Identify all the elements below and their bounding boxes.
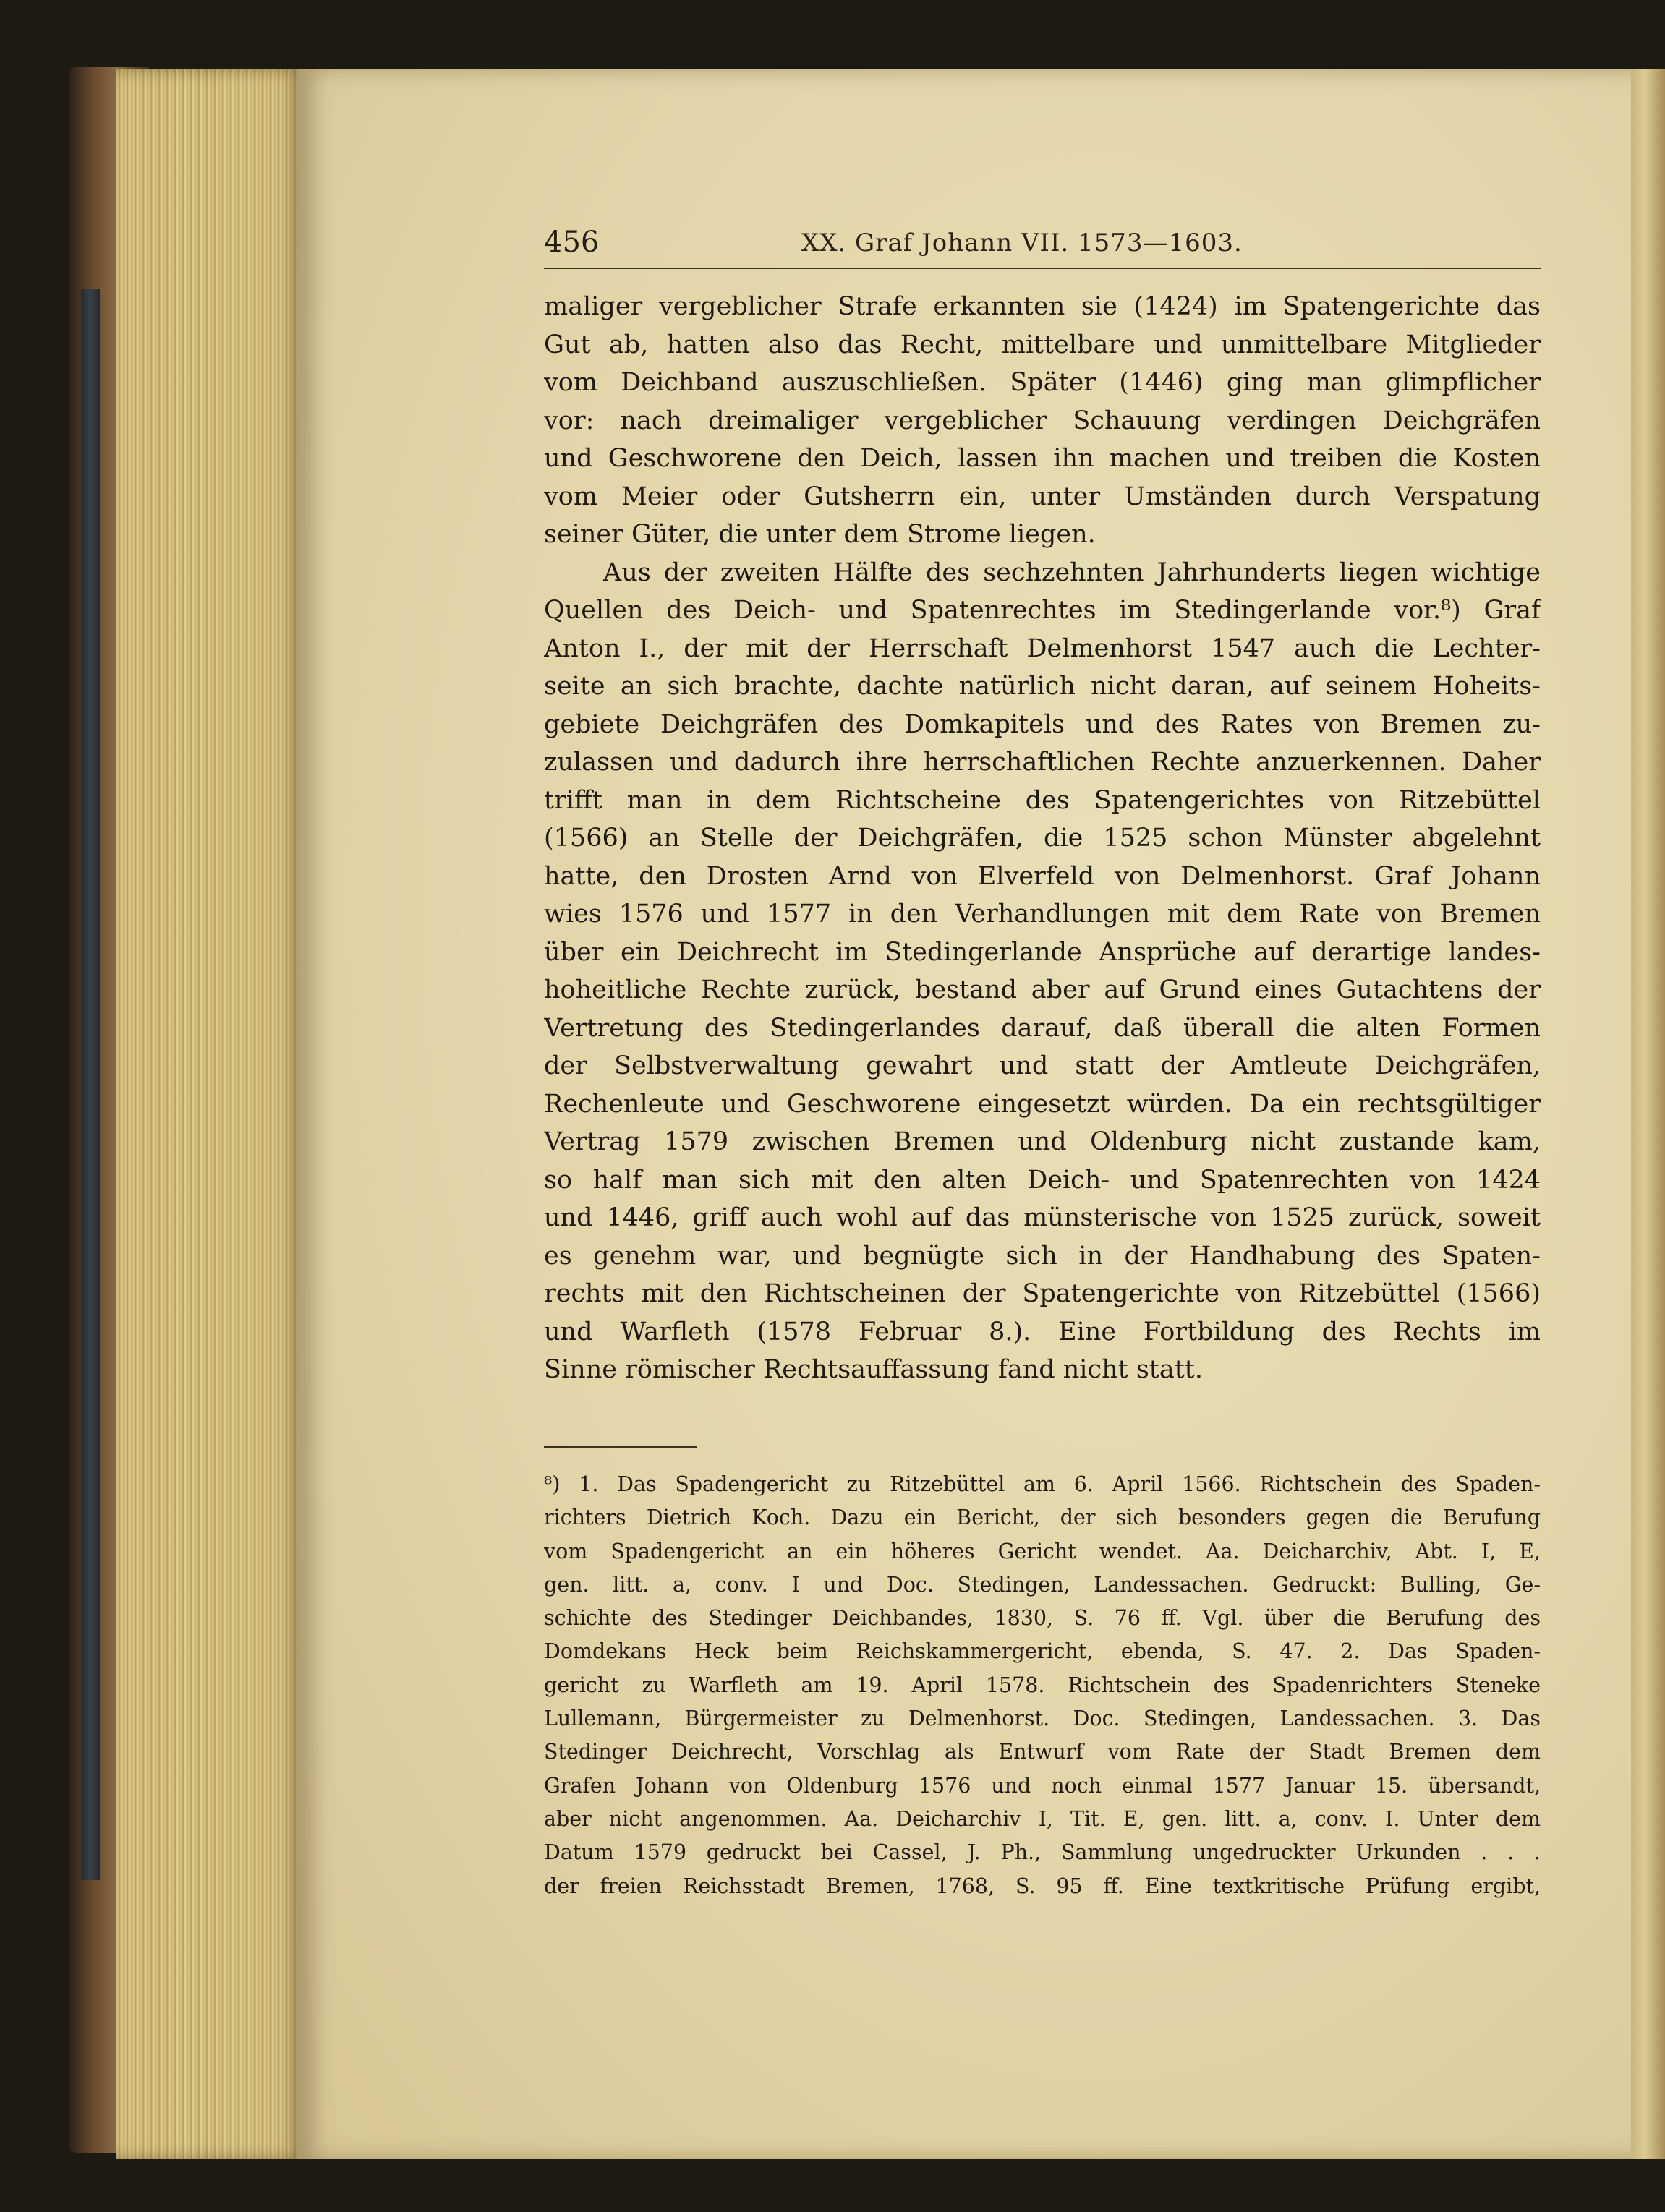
text-line: maliger vergeblicher Strafe erkannten sie (1424) im Spatengerichte das [544,292,1541,321]
text-line: über ein Deichrecht im Stedingerlande Ansprüche auf derartige landes- [544,937,1541,967]
footnote-line: vom Spadengericht an ein höheres Gericht wendet. Aa. Deicharchiv, Abt. I, E, [544,1539,1541,1563]
text-line: es genehm war, und begnügte sich in der Handhabung des Spaten- [544,1241,1541,1271]
text-line: seite an sich brachte, dachte natürlich nicht daran, auf seinem Hoheits- [544,672,1541,701]
footnote-line: schichte des Stedinger Deichbandes, 1830, S. 76 ff. Vgl. über die Berufung des [544,1606,1541,1631]
footnote-rule [544,1446,697,1448]
text-line: so half man sich mit den alten Deich- und Spatenrechten von 1424 [544,1165,1541,1195]
text-line: Vertretung des Stedingerlandes darauf, daß überall die alten Formen [544,1013,1541,1043]
footnote-line: Lullemann, Bürgermeister zu Delmenhorst. Doc. Stedingen, Landessachen. 3. Das [544,1707,1541,1731]
text-line: trifft man in dem Richtscheine des Spatengerichtes von Ritzebüttel [544,785,1541,815]
text-line: vom Deichband auszuschließen. Später (1446) ging man glimpflicher [544,368,1541,397]
text-line: und Geschworene den Deich, lassen ihn machen und treiben die Kosten [544,444,1541,473]
footnote-line: richters Dietrich Koch. Dazu ein Bericht, der sich besonders gegen die Berufung [544,1506,1541,1530]
facing-page-edge [1631,69,1665,2159]
text-line: Rechenleute und Geschworene eingesetzt würden. Da ein rechtsgültiger [544,1089,1541,1119]
main-text [544,288,1541,1389]
text-line: Vertrag 1579 zwischen Bremen und Oldenburg nicht zustande kam, [544,1127,1541,1156]
footnotes [544,1468,1541,1903]
text-line: und 1446, griff auch wohl auf das münsterische von 1525 zurück, soweit [544,1203,1541,1232]
text-line: Gut ab, hatten also das Recht, mittelbare und unmittelbare Mitglieder [544,330,1541,359]
text-line: hatte, den Drosten Arnd von Elverfeld von Delmenhorst. Graf Johann [544,861,1541,891]
page-header [544,226,1541,266]
cover-band [81,289,100,1880]
running-head: XX. Graf Johann VII. 1573—1603. [801,229,1243,257]
text-line: Sinne römischer Rechtsauffassung fand nicht statt. [544,1355,1203,1384]
text-line: der Selbstverwaltung gewahrt und statt der Amtleute Deichgräfen, [544,1051,1541,1080]
text-line: rechts mit den Richtscheinen der Spatengerichte von Ritzebüttel (1566) [544,1279,1541,1308]
footnote-line: Stedinger Deichrecht, Vorschlag als Entwurf vom Rate der Stadt Bremen dem [544,1740,1541,1764]
text-line: gebiete Deichgräfen des Domkapitels und des Rates von Bremen zu- [544,709,1541,739]
footnote-line: der freien Reichsstadt Bremen, 1768, S. 95 ff. Eine textkritische Prüfung ergibt, [544,1874,1541,1898]
text-line: Aus der zweiten Hälfte des sechzehnten Jahrhunderts liegen wichtige [603,558,1541,587]
text-line: wies 1576 und 1577 in den Verhandlungen mit dem Rate von Bremen [544,900,1541,928]
text-line: Quellen des Deich- und Spatenrechtes im Stedingerlande vor.⁸) Graf [544,596,1541,625]
text-line: zulassen und dadurch ihre herrschaftlichen Rechte anzuerkennen. Daher [544,748,1541,777]
footnote-line: gen. litt. a, conv. I und Doc. Stedingen, Landessachen. Gedruckt: Bulling, Ge- [544,1572,1541,1597]
footnote-line: gericht zu Warfleth am 19. April 1578. Richtschein des Spadenrichters Steneke [544,1673,1541,1697]
header-rule [544,268,1541,269]
text-line: vom Meier oder Gutsherrn ein, unter Umständen durch Verspatung [544,482,1541,511]
footnote-line: Grafen Johann von Oldenburg 1576 und noch einmal 1577 Januar 15. übersandt, [544,1773,1541,1798]
page-edges [116,69,304,2159]
footnote-line: Datum 1579 gedruckt bei Cassel, J. Ph., Sammlung ungedruckter Urkunden . . . [544,1840,1541,1865]
page-number: 456 [544,226,600,259]
footnote-line: Domdekans Heck beim Reichskammergericht, ebenda, S. 47. 2. Das Spaden- [544,1639,1541,1664]
text-line: vor: nach dreimaliger vergeblicher Schauung verdingen Deichgräfen [544,406,1541,435]
text-line: (1566) an Stelle der Deichgräfen, die 1525 schon Münster abgelehnt [544,824,1541,853]
text-line: Anton I., der mit der Herrschaft Delmenhorst 1547 auch die Lechter- [544,633,1541,663]
text-line: seiner Güter, die unter dem Strome liegen. [544,520,1096,549]
text-line: und Warfleth (1578 Februar 8.). Eine Fortbildung des Rechts im [544,1317,1541,1346]
footnote-line: ⁸) 1. Das Spadengericht zu Ritzebüttel am 6. April 1566. Richtschein des Spaden- [544,1472,1541,1496]
text-line: hoheitliche Rechte zurück, bestand aber auf Grund eines Gutachtens der [544,975,1541,1004]
footnote-line: aber nicht angenommen. Aa. Deicharchiv I, Tit. E, gen. litt. a, conv. I. Unter dem [544,1806,1541,1831]
